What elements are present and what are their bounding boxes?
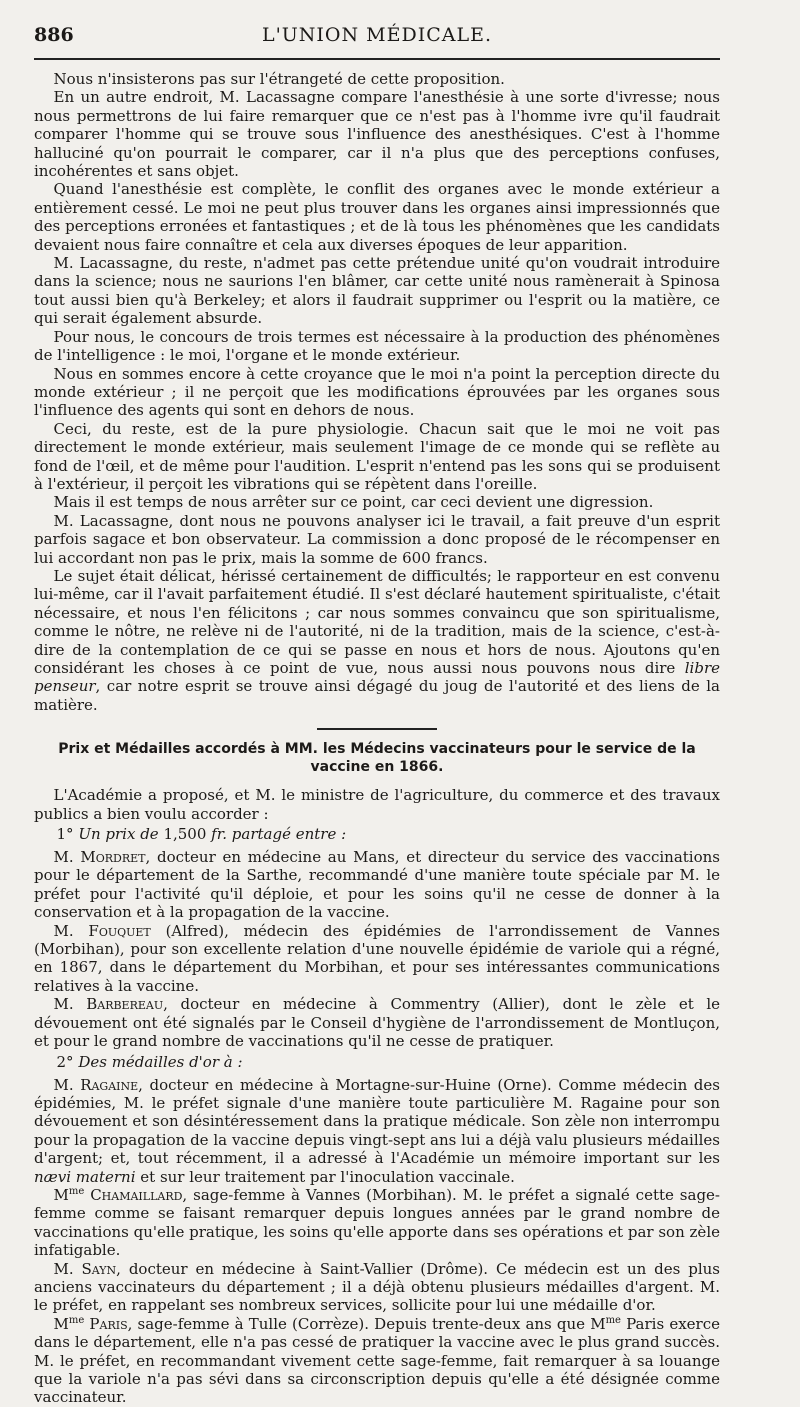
award-text: docteur en médecine à Mortagne-sur-Huine (Orne). Comme médecin des épidémies, M. le préfet signale d'une manière toute particulière M. Ragaine pour son dévouement et son désintéressement dans la pratique médicale. Son zèle non interrompu pour la propagation de la vaccine depuis vingt-sept ans lui a déjà valu plusieurs médailles d'argent; et, tout récemment, il a adressé à l'Académie un mémoire important sur les <box>34 1075 720 1168</box>
award-text: docteur en médecine à Commentry (Allier), dont le zèle et le dévouement ont été signalés par le Conseil d'hygiène de l'arrondissement de Montluçon, et pour le grand nombre de vaccinations qu'il ne cesse de pratiquer. <box>34 995 720 1051</box>
paragraph: Mais il est temps de nous arrêter sur ce point, car ceci devient une digression. <box>53 493 654 512</box>
subheading-text: fr. partagé entre : <box>211 825 347 844</box>
prize-amount: 1,500 <box>158 825 212 844</box>
page-header <box>34 24 720 54</box>
subheading-number: 1° <box>56 825 74 844</box>
section-separator <box>317 728 437 730</box>
award-text: sage-femme à Tulle (Corrèze). Depuis trente-deux ans que M <box>132 1314 606 1333</box>
paragraph: Ceci, du reste, est de la pure physiologie. Chacun sait que le moi ne voit pas directement le monde extérieur, mais seulement l'image de ce monde qui se reflète au fond de l'œil, et de même pour l'audition. L'esprit n'entend pas les sons qui se produisent à l'extérieur, il perçoit les vibrations qui se répètent dans l'oreille. <box>34 419 720 493</box>
honorific-sup: me <box>68 1314 85 1326</box>
award-text: et sur leur traitement par l'inoculation vaccinale. <box>135 1167 515 1186</box>
article-body <box>34 70 720 1407</box>
paragraph: Quand l'anesthésie est complète, le conflit des organes avec le monde extérieur a entièrement cessé. Le moi ne peut plus trouver dans les organes ainsi impressionnés que des perceptions erronées et fantastiques ; et de là tous les phénomènes que les candidats devaient nous faire connaître et cela aux diverses époques de leur apparition. <box>34 180 720 254</box>
section-title: Prix et Médailles accordés à MM. les Médecins vaccinateurs pour le service de la vaccine en 1866. <box>58 741 696 776</box>
honorific: M <box>53 1314 69 1333</box>
person-name: Paris, <box>84 1314 133 1333</box>
award-text: (Alfred), médecin des épidémies de l'arrondissement de Vannes (Morbihan), pour son excellente relation d'une nouvelle épidémie de variole qui a régné, en 1867, dans le département du Morbihan, et pour ses intéressantes communications relatives à la vaccine. <box>34 921 720 995</box>
award-text: sage-femme à Vannes (Morbihan). M. le préfet a signalé cette sage-femme comme se faisant remarquer depuis longues années par le grand nombre de vaccinations qu'elle pratique, les soins qu'elle apporte dans ses opérations et par son zèle infatigable. <box>34 1185 720 1260</box>
award-entry <box>34 848 720 922</box>
paragraph: M. Lacassagne, du reste, n'admet pas cette prétendue unité qu'on voudrait introduire dans la science; nous ne saurions l'en blâmer, car cette unité nous ramènerait à Spinosa tout aussi bien qu'à Berkeley; et alors il faudrait supprimer ou l'esprit ou la matière, ce qui serait également absurde. <box>34 254 720 328</box>
paragraph-text: , car notre esprit se trouve ainsi dégagé du joug de l'autorité et des liens de la matière. <box>34 677 720 714</box>
honorific: M <box>53 1185 69 1204</box>
emphasis: libre penseur <box>34 659 720 696</box>
person-name: M. Sayn, <box>53 1259 121 1278</box>
honorific-sup: me <box>605 1314 621 1326</box>
person-name: M. Mordret, <box>53 848 151 867</box>
page-number: 886 <box>34 24 74 46</box>
award-entry <box>34 995 720 1050</box>
emphasis: nævi materni <box>34 1167 136 1186</box>
award-text: docteur en médecine au Mans, et directeur du service des vaccinations pour le département de la Sarthe, recommandé d'une manière toute spéciale par M. le préfet pour l'activité qu'il déploie, et pour les soins qu'il ne cesse de donner à la conservation et à la propagation de la vaccine. <box>34 848 720 922</box>
person-name: M. Ragaine, <box>53 1075 143 1094</box>
award-entry <box>34 922 720 996</box>
subheading-number: 2° <box>56 1052 74 1071</box>
award-text: Paris exerce dans le département, elle n'a pas cessé de pratiquer la vaccine avec le plus grand succès. M. le préfet, en recommandant vivement cette sage-femme, fait remarquer à sa louange que la variole n'a pas sévi dans sa circonscription depuis qu'elle a été désignée comme vaccinateur. <box>34 1314 720 1407</box>
award-entry <box>34 1260 720 1315</box>
subheading-text: Des médailles d'or à : <box>78 1052 243 1071</box>
person-name: M. Fouquet <box>53 921 151 940</box>
header-rule <box>34 58 720 60</box>
paragraph: En un autre endroit, M. Lacassagne compare l'anesthésie à une sorte d'ivresse; nous nous permettrons de lui faire remarquer que ce n'est pas à l'homme ivre qu'il faudrait comparer l'homme qui se trouve sous l'influence des anesthésiques. C'est à l'homme halluciné qu'on pourrait le comparer, car il n'a plus que des perceptions confuses, incohérentes et sans objet. <box>34 88 720 181</box>
paragraph: Pour nous, le concours de trois termes est nécessaire à la production des phénomènes de l'intelligence : le moi, l'organe et le monde extérieur. <box>34 327 720 365</box>
subheading-prize <box>34 825 720 844</box>
subheading-text: Un prix de <box>78 825 159 844</box>
award-entry <box>34 1186 720 1260</box>
honorific-sup: me <box>68 1185 85 1197</box>
subheading-gold-medals <box>34 1053 720 1072</box>
paragraph-text: Le sujet était délicat, hérissé certainement de difficultés; le rapporteur en est convenu lui-même, car il l'avait parfaitement étudié. Il s'est déclaré hautement spiritualiste, c'était nécessaire, et nous l'en félicitons ; car nous sommes convaincu que son spiritualisme, comme le nôtre, ne relève ni de l'autorité, ni de la tradition, mais de la science, c'est-à-dire de la contemplation de ce qui se passe en nous et hors de nous. Ajoutons qu'en considérant les choses à ce point de vue, nous aussi nous pouvons nous dire <box>34 566 720 677</box>
person-name: M. Barbereau, <box>53 995 168 1014</box>
award-entry <box>34 1076 720 1186</box>
award-text: docteur en médecine à Saint-Vallier (Drôme). Ce médecin est un des plus anciens vaccinateurs du département ; il a déjà obtenu plusieurs médailles d'argent. M. le préfet, en rappelant ses nombreux services, sollicite pour lui une médaille d'or. <box>34 1259 720 1315</box>
section-intro: L'Académie a proposé, et M. le ministre de l'agriculture, du commerce et des travaux publics a bien voulu accorder : <box>34 786 720 823</box>
paragraph <box>34 567 720 714</box>
paragraph: Nous en sommes encore à cette croyance que le moi n'a point la perception directe du monde extérieur ; il ne perçoit que les modifications éprouvées par les organes sous l'influence des agents qui sont en dehors de nous. <box>34 364 720 420</box>
paragraph: M. Lacassagne, dont nous ne pouvons analyser ici le travail, a fait preuve d'un esprit parfois sagace et bon observateur. La commission a donc proposé de le récompenser en lui accordant non pas le prix, mais la somme de 600 francs. <box>34 511 720 567</box>
paragraph: Nous n'insisterons pas sur l'étrangeté de cette proposition. <box>53 70 505 88</box>
person-name: Chamaillard, <box>84 1185 188 1204</box>
award-entry <box>34 1315 720 1407</box>
running-title: L'UNION MÉDICALE. <box>261 24 493 46</box>
